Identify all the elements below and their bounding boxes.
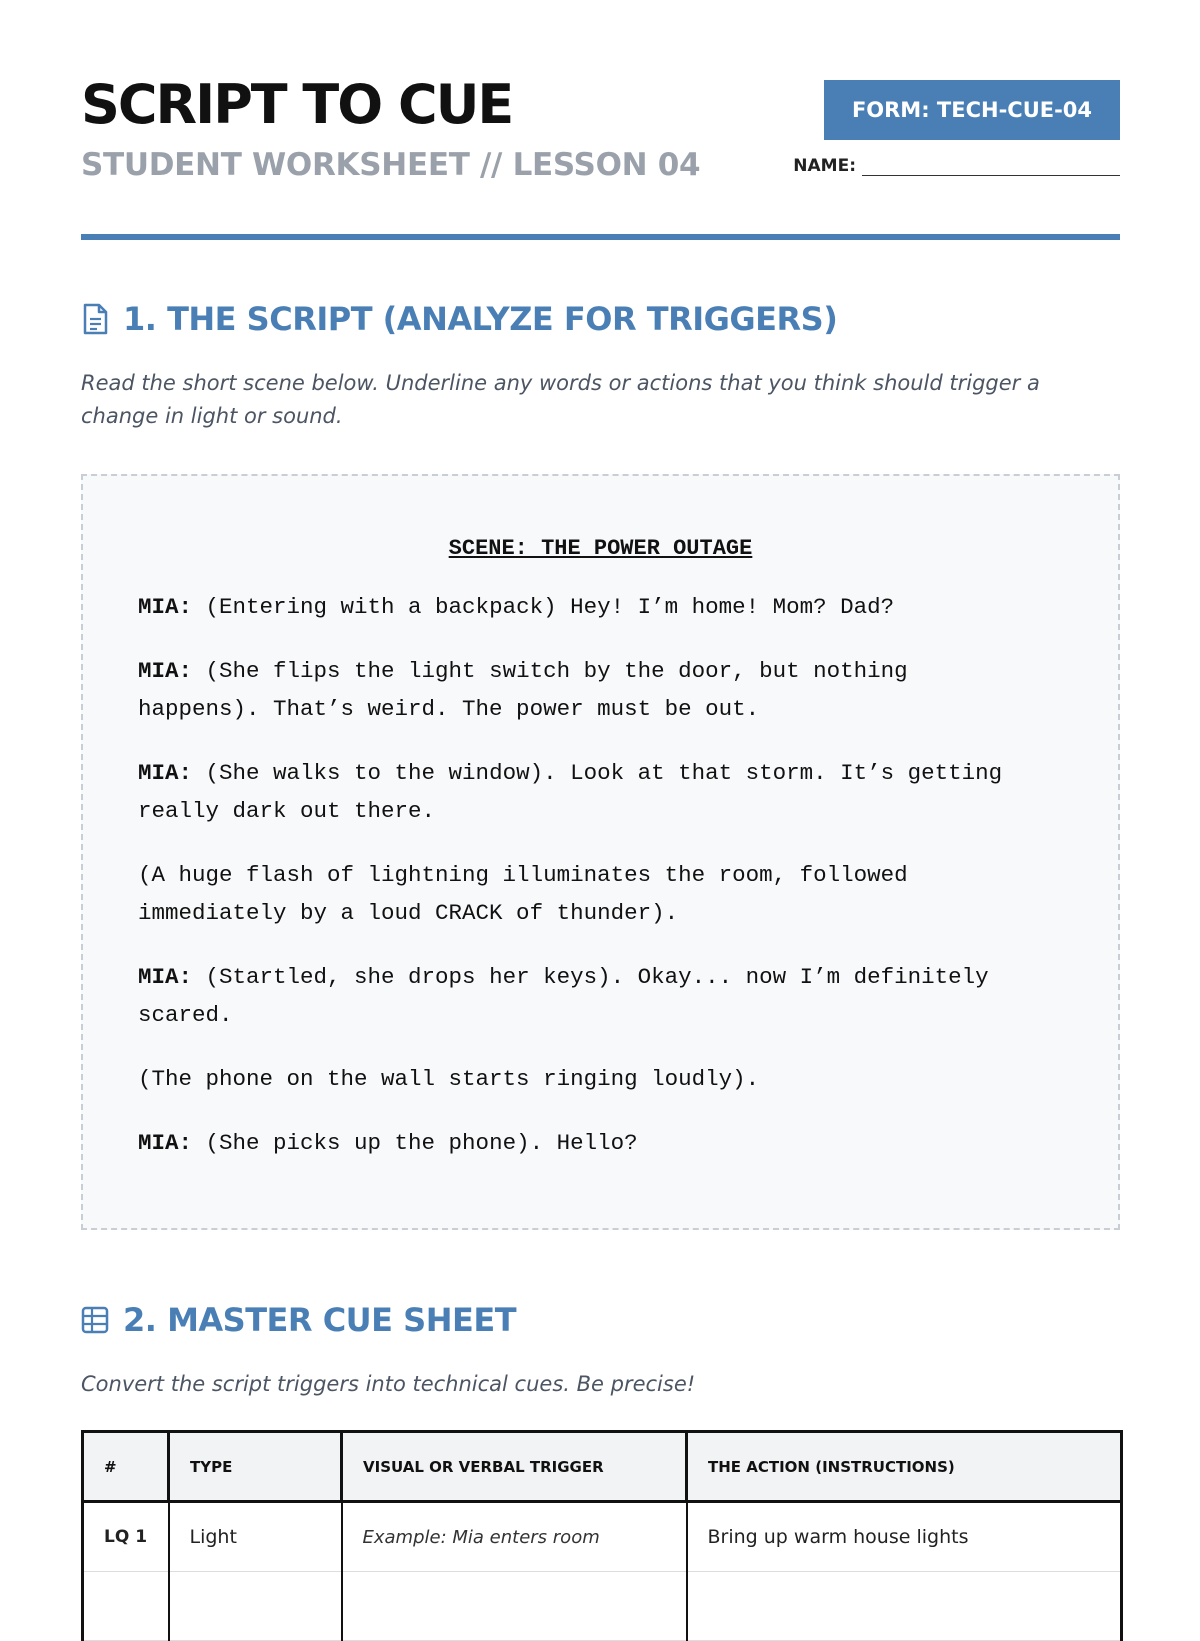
script-lines	[138, 588, 1038, 1188]
line-text: (She picks up the phone). Hello?	[192, 1130, 638, 1156]
section-1-title: 1. THE SCRIPT (ANALYZE FOR TRIGGERS)	[123, 300, 838, 338]
script-line	[138, 958, 1038, 1034]
header-divider	[81, 234, 1120, 240]
page-title: SCRIPT TO CUE	[81, 73, 513, 136]
col-header-number: #	[83, 1432, 169, 1502]
section-1-instructions: Read the short scene below. Underline any words or actions that you think should trigger a change in light or sound.	[81, 371, 1040, 428]
script-box	[81, 474, 1120, 1230]
script-line	[138, 754, 1038, 830]
speaker: MIA:	[138, 1130, 193, 1156]
name-field[interactable]	[793, 156, 1120, 176]
cue-type[interactable]	[169, 1572, 342, 1641]
cue-action: Bring up warm house lights	[687, 1502, 1122, 1572]
table-header-row	[83, 1432, 1122, 1502]
line-text: (Startled, she drops her keys). Okay... now I’m definitely scared.	[138, 964, 989, 1028]
col-header-trigger: VISUAL OR VERBAL TRIGGER	[342, 1432, 687, 1502]
speaker: MIA:	[138, 658, 193, 684]
cue-number[interactable]	[83, 1572, 169, 1641]
name-label: NAME:	[793, 156, 856, 176]
script-line	[138, 652, 1038, 728]
col-header-type: TYPE	[169, 1432, 342, 1502]
form-id-badge: FORM: TECH-CUE-04	[824, 80, 1120, 140]
page-subtitle: STUDENT WORKSHEET // LESSON 04	[81, 147, 701, 183]
cue-trigger: Example: Mia enters room	[342, 1502, 687, 1572]
line-text: (The phone on the wall starts ringing loudly).	[138, 1066, 760, 1092]
script-line	[138, 588, 1038, 626]
cue-type: Light	[169, 1502, 342, 1572]
section-2-instructions: Convert the script triggers into technical cues. Be precise!	[81, 1372, 696, 1396]
line-text: (A huge flash of lightning illuminates the room, followed immediately by a loud CRACK of thunder).	[138, 862, 908, 926]
cue-trigger[interactable]	[342, 1572, 687, 1641]
document-icon	[81, 303, 109, 335]
col-header-action: THE ACTION (INSTRUCTIONS)	[687, 1432, 1122, 1502]
table-row[interactable]	[83, 1572, 1122, 1641]
line-text: (Entering with a backpack) Hey! I’m home! Mom? Dad?	[192, 594, 895, 620]
cue-number: LQ 1	[83, 1502, 169, 1572]
script-line	[138, 1124, 1038, 1162]
line-text: (She walks to the window). Look at that storm. It’s getting really dark out there.	[138, 760, 1003, 824]
cue-action[interactable]	[687, 1572, 1122, 1641]
script-line	[138, 1060, 1038, 1098]
speaker: MIA:	[138, 594, 193, 620]
name-blank-line[interactable]	[862, 157, 1120, 176]
section-2-title: 2. MASTER CUE SHEET	[123, 1301, 517, 1339]
table-icon	[81, 1306, 109, 1334]
section-1-heading	[81, 300, 837, 338]
section-2-heading	[81, 1301, 516, 1339]
speaker: MIA:	[138, 760, 193, 786]
line-text: (She flips the light switch by the door, but nothing happens). That’s weird. The power must be out.	[138, 658, 908, 722]
scene-title: SCENE: THE POWER OUTAGE	[448, 536, 753, 561]
table-row	[83, 1502, 1122, 1572]
script-line	[138, 856, 1038, 932]
cue-table	[81, 1430, 1123, 1641]
speaker: MIA:	[138, 964, 193, 990]
